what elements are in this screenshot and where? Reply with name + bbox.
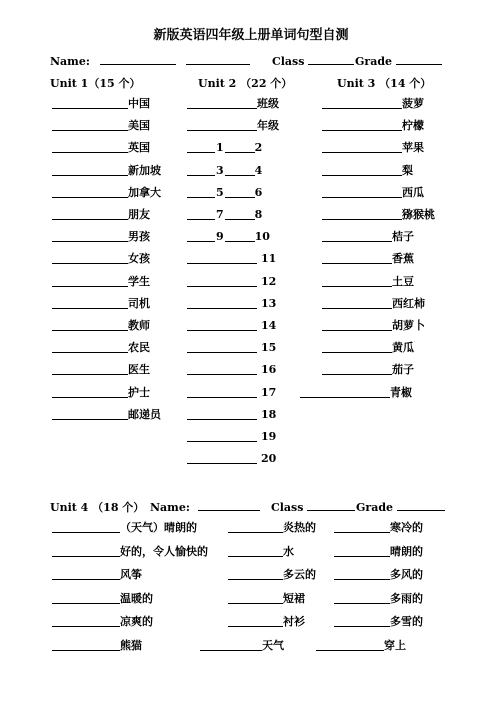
answer-blank — [322, 363, 392, 375]
unit2-title: Unit 2 （22 个） — [198, 77, 293, 90]
unit4-item — [52, 521, 197, 535]
answer-blank — [52, 386, 128, 398]
unit1-row — [52, 164, 161, 178]
answer-blank — [52, 186, 128, 198]
answer-blank — [52, 319, 128, 331]
unit4-item — [200, 639, 284, 653]
unit1-row — [52, 119, 150, 133]
unit1-row — [52, 252, 150, 266]
answer-blank — [322, 297, 392, 309]
answer-blank — [228, 521, 283, 533]
chinese-word: 桔子 — [392, 230, 414, 244]
unit2-row — [187, 452, 276, 466]
word-label: 15 — [261, 341, 277, 355]
answer-blank — [322, 319, 392, 331]
chinese-word: 炎热的 — [283, 521, 316, 534]
word-label: 班级 — [257, 97, 279, 110]
unit4-item — [316, 639, 406, 653]
answer-blank — [225, 208, 255, 220]
unit3-row — [322, 319, 425, 333]
answer-blank — [322, 341, 392, 353]
chinese-word: 美国 — [128, 119, 150, 133]
answer-blank — [187, 452, 257, 464]
answer-blank — [52, 568, 120, 580]
chinese-word: 黄瓜 — [392, 341, 414, 355]
unit2-row — [187, 363, 276, 377]
unit4-name-label: Name: — [150, 501, 190, 514]
unit3-row — [300, 386, 412, 400]
answer-blank — [322, 230, 392, 242]
chinese-word: 梨 — [402, 163, 413, 177]
unit4-item — [334, 568, 423, 582]
answer-blank — [52, 252, 128, 264]
unit2-row — [187, 319, 276, 333]
answer-blank — [322, 208, 402, 220]
unit3-row — [322, 97, 424, 111]
grade-label: Grade — [355, 55, 393, 68]
unit4-item — [334, 615, 423, 629]
chinese-word: 学生 — [128, 274, 150, 288]
unit4-name-blank — [198, 499, 260, 511]
unit4-item — [52, 568, 142, 582]
number-label: 7 — [216, 208, 224, 221]
number-label: 3 — [216, 163, 224, 177]
answer-blank — [52, 639, 120, 651]
answer-blank — [187, 186, 215, 198]
unit3-row — [322, 363, 414, 377]
unit3-row — [322, 230, 414, 244]
word-label: 12 — [261, 274, 277, 288]
unit4-class-row — [271, 499, 355, 514]
answer-blank — [228, 545, 283, 557]
class-label: Class — [272, 55, 305, 68]
chinese-word: 多雪的 — [390, 615, 423, 629]
grade-blank — [396, 53, 442, 65]
chinese-word: 柠檬 — [402, 119, 424, 133]
word-label: 19 — [261, 430, 277, 443]
chinese-word: 香蕉 — [392, 252, 414, 266]
unit3-row — [322, 297, 425, 311]
unit3-row — [322, 164, 413, 178]
unit3-row — [322, 252, 414, 266]
unit2-row — [187, 252, 276, 266]
class-row — [272, 53, 354, 68]
unit2-row — [187, 386, 276, 400]
answer-blank — [322, 119, 402, 131]
chinese-word: 好的，令人愉快的 — [120, 544, 208, 558]
unit1-row — [52, 341, 150, 355]
name-blank-2 — [186, 53, 250, 65]
word-label: 6 — [254, 185, 263, 199]
unit2-row — [187, 119, 279, 133]
chinese-word: 中国 — [128, 97, 150, 110]
answer-blank — [52, 119, 128, 131]
answer-blank — [52, 230, 128, 242]
chinese-word: 胡萝卜 — [392, 319, 425, 332]
unit4-item — [52, 545, 208, 559]
answer-blank — [52, 208, 128, 220]
answer-blank — [334, 592, 390, 604]
chinese-word: 加拿大 — [128, 185, 161, 199]
chinese-word: 熊猫 — [120, 639, 142, 652]
word-label: 17 — [261, 385, 277, 399]
answer-blank — [187, 230, 215, 242]
answer-blank — [225, 141, 255, 153]
answer-blank — [187, 97, 257, 109]
word-label: 2 — [254, 141, 263, 155]
chinese-word: 水 — [283, 544, 294, 558]
answer-blank — [187, 363, 257, 375]
answer-blank — [187, 208, 215, 220]
word-label: 11 — [261, 252, 277, 266]
unit4-item — [228, 568, 316, 582]
class-blank — [308, 53, 354, 65]
unit4-item — [334, 545, 423, 559]
unit2-row — [187, 97, 279, 111]
chinese-word: 医生 — [128, 363, 150, 377]
answer-blank — [52, 141, 128, 153]
answer-blank — [187, 319, 257, 331]
answer-blank — [52, 363, 128, 375]
chinese-word: （天气）晴朗的 — [120, 521, 197, 534]
chinese-word: 西红柿 — [392, 296, 425, 310]
unit1-row — [52, 97, 150, 111]
answer-blank — [334, 545, 390, 557]
unit2-row — [187, 141, 262, 155]
unit2-row — [187, 208, 262, 222]
unit1-row — [52, 186, 161, 200]
unit3-row — [322, 341, 414, 355]
grade-row — [355, 53, 442, 68]
answer-blank — [300, 386, 390, 398]
name-blank-1 — [100, 53, 176, 65]
word-label: 16 — [261, 363, 277, 377]
number-label: 5 — [216, 185, 224, 199]
unit1-row — [52, 275, 150, 289]
unit2-row — [187, 275, 276, 289]
number-label: 1 — [216, 141, 224, 155]
answer-blank — [52, 615, 120, 627]
chinese-word: 司机 — [128, 296, 150, 310]
unit1-row — [52, 363, 150, 377]
word-label: 13 — [261, 296, 277, 310]
name-label: Name: — [50, 55, 90, 68]
unit2-row — [187, 164, 262, 178]
unit3-title: Unit 3 （14 个） — [337, 77, 432, 90]
chinese-word: 多风的 — [390, 568, 423, 582]
chinese-word: 男孩 — [128, 230, 150, 244]
chinese-word: 猕猴桃 — [402, 208, 435, 221]
unit4-grade-row — [356, 499, 445, 514]
word-label: 18 — [261, 407, 277, 421]
unit2-row — [187, 186, 262, 200]
chinese-word: 朋友 — [128, 208, 150, 221]
answer-blank — [228, 568, 283, 580]
unit3-row — [322, 141, 424, 155]
chinese-word: 护士 — [128, 385, 150, 399]
answer-blank — [228, 615, 283, 627]
answer-blank — [200, 639, 262, 651]
unit4-item — [228, 545, 294, 559]
chinese-word: 多云的 — [283, 568, 316, 582]
unit1-row — [52, 319, 150, 333]
unit2-row — [187, 408, 276, 422]
chinese-word: 邮递员 — [128, 407, 161, 421]
answer-blank — [52, 97, 128, 109]
chinese-word: 农民 — [128, 341, 150, 355]
chinese-word: 茄子 — [392, 363, 414, 377]
chinese-word: 苹果 — [402, 141, 424, 155]
unit2-row — [187, 230, 270, 244]
chinese-word: 天气 — [262, 639, 284, 652]
chinese-word: 衬衫 — [283, 615, 305, 629]
answer-blank — [316, 639, 384, 651]
answer-blank — [322, 275, 392, 287]
unit3-row — [322, 186, 424, 200]
answer-blank — [322, 97, 402, 109]
chinese-word: 青椒 — [390, 385, 412, 399]
chinese-word: 西瓜 — [402, 185, 424, 199]
word-label: 8 — [254, 208, 263, 221]
answer-blank — [228, 592, 283, 604]
unit4-item — [334, 592, 423, 606]
number-label: 9 — [216, 230, 224, 244]
answer-blank — [187, 341, 257, 353]
answer-blank — [225, 230, 255, 242]
name-row — [50, 53, 250, 68]
answer-blank — [187, 430, 257, 442]
chinese-word: 教师 — [128, 319, 150, 332]
unit1-row — [52, 208, 150, 222]
chinese-word: 寒冷的 — [390, 521, 423, 534]
answer-blank — [52, 521, 120, 533]
unit4-item — [228, 592, 305, 606]
unit1-row — [52, 386, 150, 400]
unit3-row — [322, 119, 424, 133]
chinese-word: 晴朗的 — [390, 544, 423, 558]
unit3-row — [322, 208, 435, 222]
chinese-word: 英国 — [128, 141, 150, 155]
word-label: 14 — [261, 319, 277, 332]
word-label: 年级 — [257, 119, 279, 133]
chinese-word: 土豆 — [392, 274, 414, 288]
chinese-word: 新加坡 — [128, 163, 161, 177]
answer-blank — [187, 141, 215, 153]
chinese-word: 温暖的 — [120, 591, 153, 605]
answer-blank — [334, 615, 390, 627]
unit2-row — [187, 297, 276, 311]
unit4-title: Unit 4 （18 个） — [50, 501, 145, 514]
chinese-word: 菠萝 — [402, 97, 424, 110]
answer-blank — [187, 119, 257, 131]
unit4-class-blank — [307, 499, 355, 511]
answer-blank — [52, 545, 120, 557]
answer-blank — [187, 408, 257, 420]
answer-blank — [225, 186, 255, 198]
unit4-name-row — [150, 499, 260, 514]
answer-blank — [322, 186, 402, 198]
unit4-class-label: Class — [271, 501, 304, 514]
chinese-word: 短裙 — [283, 591, 305, 605]
answer-blank — [52, 164, 128, 176]
word-label: 4 — [254, 163, 263, 177]
answer-blank — [187, 252, 257, 264]
answer-blank — [52, 341, 128, 353]
unit2-row — [187, 341, 276, 355]
unit3-row — [322, 275, 414, 289]
answer-blank — [322, 252, 392, 264]
unit1-row — [52, 408, 161, 422]
unit4-item — [52, 639, 142, 653]
unit4-item — [52, 615, 153, 629]
answer-blank — [187, 297, 257, 309]
answer-blank — [52, 408, 128, 420]
page-title: 新版英语四年级上册单词句型自测 — [153, 28, 349, 43]
unit4-item — [52, 592, 153, 606]
word-label: 20 — [261, 452, 277, 466]
answer-blank — [322, 141, 402, 153]
unit1-title: Unit 1（15 个） — [50, 77, 141, 90]
unit1-row — [52, 230, 150, 244]
answer-blank — [187, 386, 257, 398]
unit1-row — [52, 141, 150, 155]
unit1-row — [52, 297, 150, 311]
chinese-word: 多雨的 — [390, 591, 423, 605]
chinese-word: 女孩 — [128, 252, 150, 266]
chinese-word: 穿上 — [384, 639, 406, 652]
answer-blank — [187, 164, 215, 176]
chinese-word: 风筝 — [120, 568, 142, 582]
answer-blank — [334, 568, 390, 580]
answer-blank — [322, 164, 402, 176]
answer-blank — [52, 297, 128, 309]
answer-blank — [334, 521, 390, 533]
unit4-item — [334, 521, 423, 535]
answer-blank — [52, 275, 128, 287]
unit4-item — [228, 615, 305, 629]
answer-blank — [187, 275, 257, 287]
word-label: 10 — [254, 230, 270, 244]
unit2-row — [187, 430, 276, 444]
unit4-item — [228, 521, 316, 535]
unit4-grade-blank — [397, 499, 445, 511]
chinese-word: 凉爽的 — [120, 615, 153, 629]
unit4-grade-label: Grade — [356, 501, 394, 514]
answer-blank — [52, 592, 120, 604]
answer-blank — [225, 164, 255, 176]
